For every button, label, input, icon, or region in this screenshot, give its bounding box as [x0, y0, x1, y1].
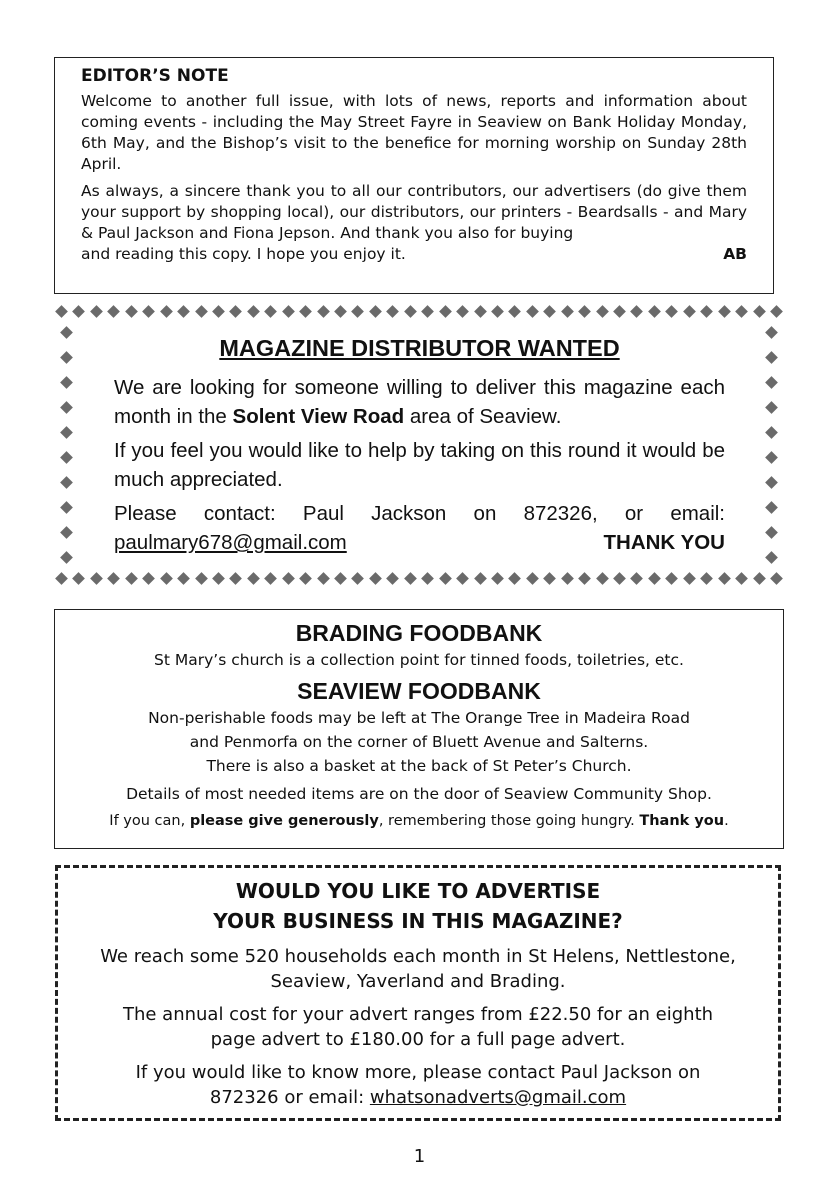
- diamond-ornament: [142, 572, 155, 585]
- contact-word: Paul: [302, 502, 344, 525]
- diamond-ornament: [125, 572, 138, 585]
- diamond-ornament: [264, 572, 277, 585]
- seaview-foodbank-title: SEAVIEW FOODBANK: [297, 678, 541, 704]
- diamond-ornament: [770, 305, 783, 318]
- diamond-ornament: [421, 572, 434, 585]
- diamond-ornament: [60, 351, 73, 364]
- diamond-ornament: [509, 305, 522, 318]
- diamond-ornament: [718, 305, 731, 318]
- diamond-border-top: [54, 304, 784, 320]
- editors-note-box: [54, 57, 774, 294]
- diamond-ornament: [60, 426, 73, 439]
- diamond-ornament: [665, 572, 678, 585]
- diamond-ornament: [631, 572, 644, 585]
- diamond-ornament: [107, 305, 120, 318]
- advert-p1-line-2: Seaview, Yaverland and Brading.: [270, 971, 566, 992]
- diamond-border-right: [763, 325, 779, 565]
- diamond-ornament: [317, 572, 330, 585]
- advert-p3-line-1: If you would like to know more, please contact Paul Jackson on: [135, 1062, 701, 1083]
- advert-title-line-2: YOUR BUSINESS IN THIS MAGAZINE?: [213, 909, 623, 933]
- diamond-ornament: [352, 305, 365, 318]
- diamond-ornament: [526, 572, 539, 585]
- diamond-ornament: [195, 572, 208, 585]
- appeal-text-2: , remembering those going hungry.: [378, 813, 640, 829]
- diamond-ornament: [631, 305, 644, 318]
- diamond-ornament: [718, 572, 731, 585]
- diamond-ornament: [683, 305, 696, 318]
- diamond-ornament: [142, 305, 155, 318]
- diamond-ornament: [299, 572, 312, 585]
- editors-note-paragraph-2-text: As always, a sincere thank you to all our contributors, our advertisers (do give them your support by shopping local), our distributors, our printers - Beardsalls - and Mary & Paul Jackson and Fiona Jepson. And thank you also for buying: [81, 182, 747, 242]
- diamond-ornament: [578, 305, 591, 318]
- diamond-ornament: [334, 305, 347, 318]
- diamond-ornament: [125, 305, 138, 318]
- diamond-border-bottom: [54, 571, 784, 587]
- diamond-ornament: [212, 572, 225, 585]
- diamond-ornament: [543, 305, 556, 318]
- appeal-text-3: .: [724, 813, 729, 829]
- advertise-box: [55, 865, 781, 1121]
- editors-note-last-text: and reading this copy. I hope you enjoy it.: [81, 245, 406, 263]
- diamond-ornament: [247, 572, 260, 585]
- diamond-ornament: [765, 501, 778, 514]
- distributor-road-name: Solent View Road: [232, 405, 405, 428]
- diamond-ornament: [765, 326, 778, 339]
- diamond-ornament: [765, 526, 778, 539]
- foodbank-details: Details of most needed items are on the door of Seaview Community Shop.: [126, 785, 712, 803]
- diamond-ornament: [561, 305, 574, 318]
- appeal-bold-1: please give generously: [189, 813, 379, 829]
- diamond-ornament: [765, 476, 778, 489]
- diamond-ornament: [700, 305, 713, 318]
- editors-note-title: EDITOR’S NOTE: [81, 66, 229, 86]
- diamond-ornament: [60, 526, 73, 539]
- diamond-ornament: [90, 305, 103, 318]
- page-number: 1: [413, 1146, 426, 1167]
- advert-title-line-1: WOULD YOU LIKE TO ADVERTISE: [235, 879, 601, 903]
- diamond-ornament: [765, 426, 778, 439]
- diamond-ornament: [765, 451, 778, 464]
- diamond-ornament: [160, 305, 173, 318]
- advert-p1-line-1: We reach some 520 households each month in St Helens, Nettlestone,: [100, 946, 736, 967]
- distributor-p1-text: We are looking for someone willing to deliver this magazine each month in the: [114, 376, 725, 428]
- brading-foodbank-title: BRADING FOODBANK: [295, 620, 543, 646]
- distributor-title: MAGAZINE DISTRIBUTOR WANTED: [219, 335, 620, 361]
- editors-note-paragraph-1: Welcome to another full issue, with lots of news, reports and information about coming events - including the May Street Fayre in Seaview on Bank Holiday Monday, 6th May, and the Bishop’s visit to the benefice for morning worship on Sunday 28th April.: [81, 92, 747, 173]
- diamond-ornament: [543, 572, 556, 585]
- diamond-ornament: [60, 551, 73, 564]
- distributor-paragraph-2: If you feel you would like to help by taking on this round it would be much appreciated.: [114, 439, 725, 491]
- diamond-ornament: [230, 572, 243, 585]
- diamond-ornament: [509, 572, 522, 585]
- foodbank-appeal: [55, 809, 783, 833]
- diamond-ornament: [334, 572, 347, 585]
- seaview-foodbank-line-2: and Penmorfa on the corner of Bluett Avenue and Salterns.: [189, 733, 649, 751]
- diamond-ornament: [474, 305, 487, 318]
- diamond-ornament: [561, 572, 574, 585]
- diamond-ornament: [596, 305, 609, 318]
- diamond-ornament: [596, 572, 609, 585]
- editors-note-signature: AB: [723, 245, 747, 263]
- diamond-ornament: [526, 305, 539, 318]
- diamond-ornament: [60, 376, 73, 389]
- diamond-ornament: [230, 305, 243, 318]
- advert-p2-line-1: The annual cost for your advert ranges from £22.50 for an eighth: [122, 1004, 714, 1025]
- appeal-text-1: If you can,: [109, 813, 190, 829]
- diamond-ornament: [299, 305, 312, 318]
- diamond-ornament: [700, 572, 713, 585]
- diamond-ornament: [735, 305, 748, 318]
- diamond-ornament: [753, 572, 766, 585]
- diamond-ornament: [264, 305, 277, 318]
- diamond-ornament: [60, 326, 73, 339]
- seaview-foodbank-line-1: Non-perishable foods may be left at The Orange Tree in Madeira Road: [148, 709, 690, 727]
- advert-email-link[interactable]: whatsonadverts@gmail.com: [369, 1087, 627, 1108]
- contact-word: email:: [670, 502, 725, 525]
- diamond-ornament: [765, 351, 778, 364]
- diamond-ornament: [648, 572, 661, 585]
- diamond-ornament: [195, 305, 208, 318]
- diamond-ornament: [683, 572, 696, 585]
- diamond-ornament: [765, 401, 778, 414]
- distributor-content: [114, 334, 725, 557]
- distributor-wanted-box: [54, 301, 784, 590]
- diamond-ornament: [352, 572, 365, 585]
- diamond-ornament: [55, 305, 68, 318]
- distributor-paragraph-1: [114, 373, 725, 431]
- diamond-ornament: [212, 305, 225, 318]
- contact-word: Please: [114, 502, 177, 525]
- diamond-ornament: [456, 305, 469, 318]
- diamond-ornament: [421, 305, 434, 318]
- brading-foodbank-text: St Mary’s church is a collection point for tinned foods, toiletries, etc.: [154, 651, 684, 669]
- diamond-ornament: [60, 476, 73, 489]
- diamond-ornament: [578, 572, 591, 585]
- appeal-bold-2: Thank you: [639, 813, 725, 829]
- distributor-contact-line: [114, 499, 725, 528]
- diamond-ornament: [60, 501, 73, 514]
- diamond-ornament: [90, 572, 103, 585]
- contact-word: or: [624, 502, 644, 525]
- diamond-ornament: [770, 572, 783, 585]
- foodbank-box: [54, 609, 784, 849]
- diamond-ornament: [317, 305, 330, 318]
- diamond-ornament: [439, 572, 452, 585]
- diamond-ornament: [177, 572, 190, 585]
- contact-word: on: [473, 502, 497, 525]
- contact-word: 872326,: [523, 502, 598, 525]
- diamond-ornament: [439, 305, 452, 318]
- diamond-ornament: [177, 305, 190, 318]
- diamond-ornament: [735, 572, 748, 585]
- advert-p3-line-2: 872326 or email:: [209, 1087, 370, 1108]
- advert-paragraph-3: [58, 1060, 778, 1110]
- distributor-p1-end: area of Seaview.: [404, 405, 562, 428]
- advert-paragraph-2: [58, 1002, 778, 1052]
- diamond-ornament: [753, 305, 766, 318]
- contact-word: Jackson: [371, 502, 447, 525]
- diamond-ornament: [613, 572, 626, 585]
- diamond-ornament: [474, 572, 487, 585]
- diamond-ornament: [613, 305, 626, 318]
- diamond-ornament: [456, 572, 469, 585]
- diamond-ornament: [107, 572, 120, 585]
- diamond-ornament: [369, 572, 382, 585]
- diamond-ornament: [73, 305, 86, 318]
- editors-note-paragraph-2: [81, 181, 747, 244]
- distributor-thank-you: THANK YOU: [603, 531, 725, 554]
- diamond-ornament: [386, 305, 399, 318]
- diamond-ornament: [404, 305, 417, 318]
- advert-p2-line-2: page advert to £180.00 for a full page advert.: [210, 1029, 626, 1050]
- diamond-ornament: [386, 572, 399, 585]
- diamond-ornament: [491, 305, 504, 318]
- diamond-ornament: [73, 572, 86, 585]
- diamond-ornament: [369, 305, 382, 318]
- seaview-foodbank-line-3: There is also a basket at the back of St Peter’s Church.: [206, 757, 632, 775]
- diamond-ornament: [765, 551, 778, 564]
- diamond-ornament: [60, 451, 73, 464]
- contact-word: contact:: [203, 502, 276, 525]
- diamond-ornament: [765, 376, 778, 389]
- diamond-ornament: [648, 305, 661, 318]
- diamond-ornament: [247, 305, 260, 318]
- diamond-ornament: [282, 305, 295, 318]
- diamond-ornament: [160, 572, 173, 585]
- diamond-ornament: [665, 305, 678, 318]
- diamond-ornament: [60, 401, 73, 414]
- diamond-ornament: [282, 572, 295, 585]
- diamond-ornament: [55, 572, 68, 585]
- distributor-email-link[interactable]: paulmary678@gmail.com: [114, 531, 347, 554]
- diamond-ornament: [491, 572, 504, 585]
- distributor-email-line: [114, 528, 725, 557]
- diamond-ornament: [404, 572, 417, 585]
- diamond-border-left: [58, 325, 74, 565]
- editors-note-last-line: [81, 244, 747, 265]
- advert-paragraph-1: [58, 944, 778, 994]
